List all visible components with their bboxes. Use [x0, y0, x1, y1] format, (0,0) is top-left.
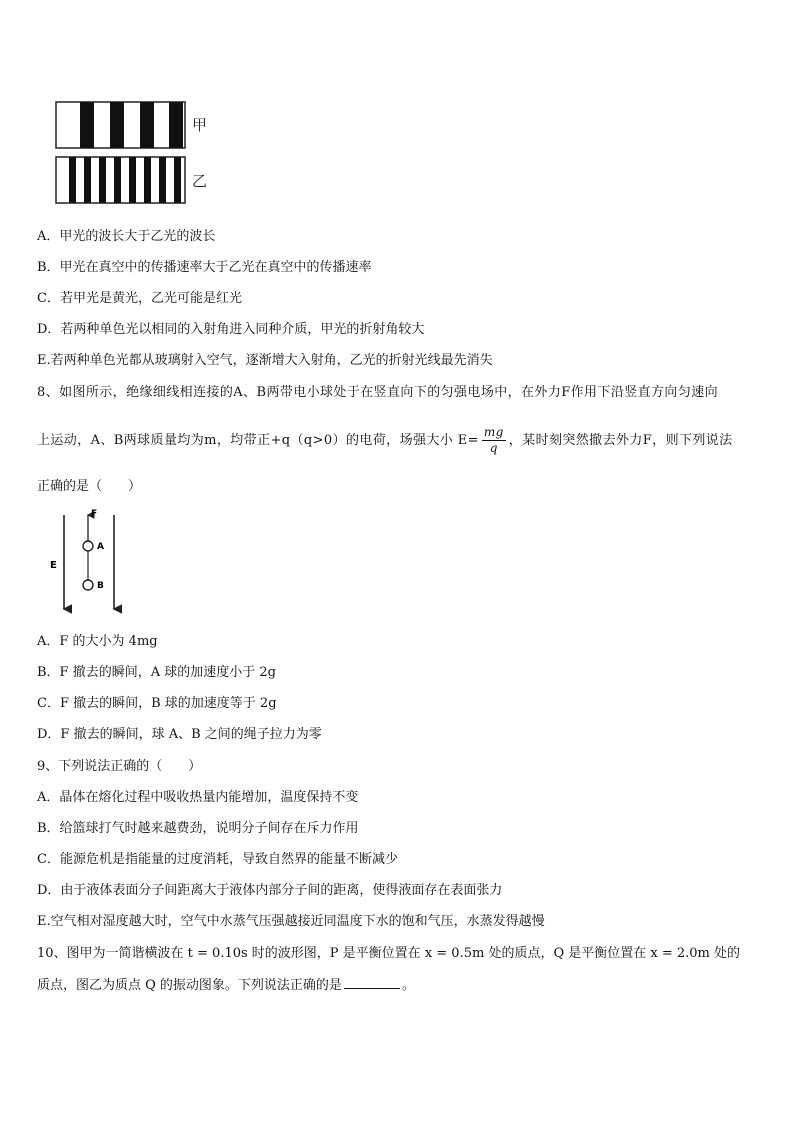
- fraction-numerator: mg: [483, 425, 504, 439]
- q7-option-d: D．若两种单色光以相同的入射角进入同种介质，甲光的折射角较大: [37, 322, 425, 337]
- q7-option-b: B．甲光在真空中的传播速率大于乙光在真空中的传播速率: [37, 260, 372, 275]
- q9-option-d: D．由于液体表面分子间距离大于液体内部分子间的距离，使得液面存在表面张力: [37, 883, 503, 898]
- ball-a: [83, 541, 93, 551]
- q8-stem-line2-text: 上运动，A、B两球质量均为m，均带正+q（q>0）的电荷，场强大小 E=: [37, 433, 479, 448]
- q8-stem-line3: 正确的是（ ）: [37, 479, 142, 494]
- q7-option-c: C．若甲光是黄光，乙光可能是红光: [37, 291, 242, 306]
- q8-stem-line1: 8、如图所示，绝缘细线相连接的A、B两带电小球处于在竖直向下的匀强电场中，在外力F作用下沿竖直方向匀速向: [37, 385, 719, 400]
- ball-b-label: B: [97, 581, 104, 591]
- q10-stem-line2: [37, 976, 415, 995]
- q9-option-e: E.空气相对湿度越大时，空气中水蒸气压强越接近同温度下水的饱和气压，水蒸发得越慢: [37, 914, 545, 929]
- fringe-pattern-jia: [56, 102, 185, 148]
- fringe-pattern-yi: [56, 157, 185, 203]
- field-fraction: [482, 425, 506, 456]
- q7-option-e: E.若两种单色光都从玻璃射入空气，逐渐增大入射角，乙光的折射光线最先消失: [37, 353, 493, 368]
- q8-stem-line2: [37, 422, 733, 460]
- fraction-denominator: q: [489, 441, 498, 455]
- ball-b: [83, 580, 93, 590]
- electric-field-figure: [44, 505, 144, 617]
- fringe-label-jia: 甲: [192, 116, 208, 134]
- answer-blank: [344, 976, 400, 989]
- q8-stem-line2-tail: ，某时刻突然撤去外力F，则下列说法: [508, 433, 733, 448]
- fringe-label-yi: 乙: [192, 172, 208, 190]
- q9-option-c: C．能源危机是指能量的过度消耗，导致自然界的能量不断减少: [37, 852, 398, 867]
- q8-option-d: D．F 撤去的瞬间，球 A、B 之间的绳子拉力为零: [37, 727, 322, 742]
- q9-stem: 9、下列说法正确的（ ）: [37, 759, 202, 774]
- force-label: F: [91, 509, 98, 519]
- q8-option-b: B．F 撤去的瞬间，A 球的加速度小于 2g: [37, 665, 276, 680]
- field-label: E: [50, 560, 57, 571]
- ball-a-label: A: [97, 542, 104, 552]
- q10-stem-line2-end: 。: [401, 978, 415, 993]
- q9-option-a: A．晶体在熔化过程中吸收热量内能增加，温度保持不变: [37, 790, 359, 805]
- q8-option-c: C．F 撤去的瞬间，B 球的加速度等于 2g: [37, 696, 277, 711]
- q10-stem-line1: 10、图甲为一简谐横波在 t = 0.10s 时的波形图，P 是平衡位置在 x = 0.5m 处的质点，Q 是平衡位置在 x = 2.0m 处的: [37, 946, 740, 961]
- q10-stem-line2-text: 质点，图乙为质点 Q 的振动图象。下列说法正确的是: [37, 978, 342, 993]
- q8-option-a: A．F 的大小为 4mg: [37, 634, 158, 649]
- q9-option-b: B．给篮球打气时越来越费劲，说明分子间存在斥力作用: [37, 821, 359, 836]
- fringe-pattern-figure: [52, 100, 222, 205]
- q7-option-a: A．甲光的波长大于乙光的波长: [37, 229, 216, 244]
